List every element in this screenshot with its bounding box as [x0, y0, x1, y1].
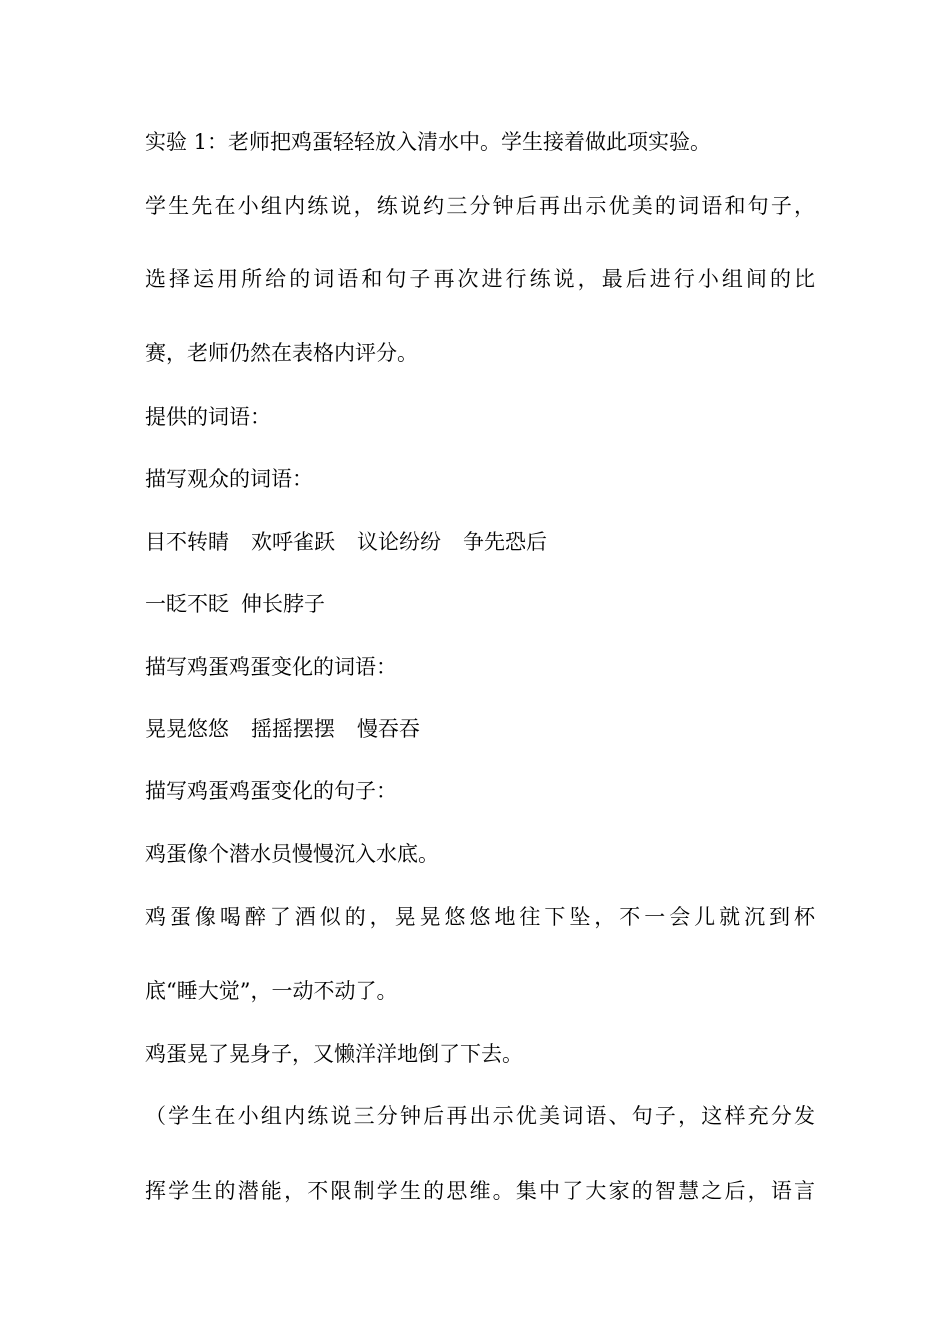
word-item: 一眨不眨: [145, 592, 229, 616]
audience-words-row-1: [145, 528, 815, 556]
sentence-1: 鸡蛋像个潜水员慢慢沉入水底。: [145, 842, 439, 866]
note-line-2: 挥学生的潜能，不限制学生的思维。集中了大家的智慧之后，语言: [145, 1179, 815, 1203]
word-item: 目不转睛: [145, 530, 229, 554]
egg-words-heading: 描写鸡蛋鸡蛋变化的词语：: [145, 655, 397, 679]
egg-words-row: [145, 715, 815, 743]
word-item: 争先恐后: [463, 530, 547, 554]
word-item: 摇摇摆摆: [251, 717, 335, 741]
word-item: 伸长脖子: [241, 592, 325, 616]
word-item: 晃晃悠悠: [145, 717, 229, 741]
word-item: 慢吞吞: [357, 717, 420, 741]
provided-words-heading: 提供的词语：: [145, 405, 271, 429]
word-item: 欢呼雀跃: [251, 530, 335, 554]
audience-words-row-2: [145, 590, 815, 618]
sentence-3: 鸡蛋晃了晃身子，又懒洋洋地倒了下去。: [145, 1042, 523, 1066]
experiment-paragraph: 实验 1：老师把鸡蛋轻轻放入清水中。学生接着做此项实验。: [145, 130, 712, 154]
word-item: 议论纷纷: [357, 530, 441, 554]
egg-sentences-heading: 描写鸡蛋鸡蛋变化的句子：: [145, 779, 397, 803]
practice-line-1: 学生先在小组内练说，练说约三分钟后再出示优美的词语和句子，: [145, 194, 815, 218]
note-line-1: （学生在小组内练说三分钟后再出示优美词语、句子，这样充分发: [145, 1104, 815, 1128]
sentence-2-line-1: 鸡蛋像喝醉了酒似的，晃晃悠悠地往下坠，不一会儿就沉到杯: [145, 905, 815, 929]
practice-line-3: 赛，老师仍然在表格内评分。: [145, 341, 418, 365]
sentence-2-line-2: 底“睡大觉”，一动不动了。: [145, 979, 398, 1003]
practice-line-2: 选择运用所给的词语和句子再次进行练说，最后进行小组间的比: [145, 267, 815, 291]
audience-words-heading: 描写观众的词语：: [145, 467, 313, 491]
